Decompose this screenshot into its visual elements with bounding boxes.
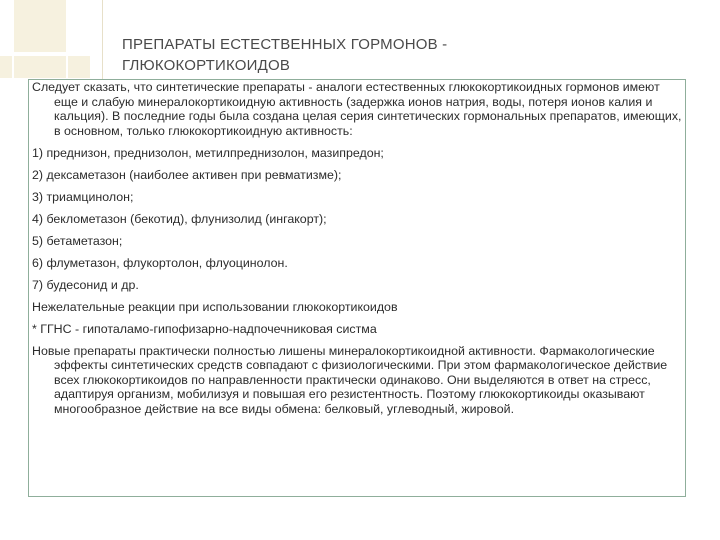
list-item: 4) беклометазон (бекотид), флунизолид (ингакорт); bbox=[32, 211, 327, 226]
decorative-tile bbox=[14, 56, 66, 78]
list-item: 6) флуметазон, флукортолон, флуоцинолон. bbox=[32, 255, 288, 270]
list-item: 2) дексаметазон (наиболее активен при ревматизме); bbox=[32, 167, 342, 182]
intro-paragraph: Следует сказать, что синтетические препараты - аналоги естественных глюкокортикоидных гормонов имеют еще и слабую минералокортикоидную активность (задержка ионов натрия, воды, потеря ионов калия и кальция). В последние годы была создана целая серия синтетических гормональных препаратов, имеющих, в основном, только глюкокортикоидную активность: bbox=[32, 80, 682, 138]
footnote: * ГГНС - гипоталамо-гипофизарно-надпочечниковая систма bbox=[32, 321, 377, 336]
decorative-tile bbox=[0, 56, 12, 78]
decorative-tile bbox=[68, 56, 90, 78]
list-item: 7) будесонид и др. bbox=[32, 277, 139, 292]
side-effects-heading: Нежелательные реакции при использовании глюкокортикоидов bbox=[32, 299, 398, 314]
slide-body bbox=[32, 80, 682, 416]
decorative-divider bbox=[102, 0, 103, 80]
decorative-tile bbox=[14, 0, 66, 52]
slide-title: ПРЕПАРАТЫ ЕСТЕСТВЕННЫХ ГОРМОНОВ - ГЛЮКОКОРТИКОИДОВ bbox=[122, 36, 448, 74]
list-item: 5) бетаметазон; bbox=[32, 233, 123, 248]
list-item: 3) триамцинолон; bbox=[32, 189, 134, 204]
list-item: 1) преднизон, преднизолон, метилпреднизолон, мазипредон; bbox=[32, 145, 384, 160]
closing-paragraph: Новые препараты практически полностью лишены минералокортикоидной активности. Фармакологические эффекты синтетических средств совпадают с физиологическими. При этом фармакологическое действие всех глюкокортикоидов по направленности практически одинаково. Они выделяются в ответ на стресс, адаптируя организм, мобилизуя и повышая его резистентность. Поэтому глюкокортикоиды оказывают многообразное действие на все виды обмена: белковый, углеводный, жировой. bbox=[32, 343, 668, 416]
